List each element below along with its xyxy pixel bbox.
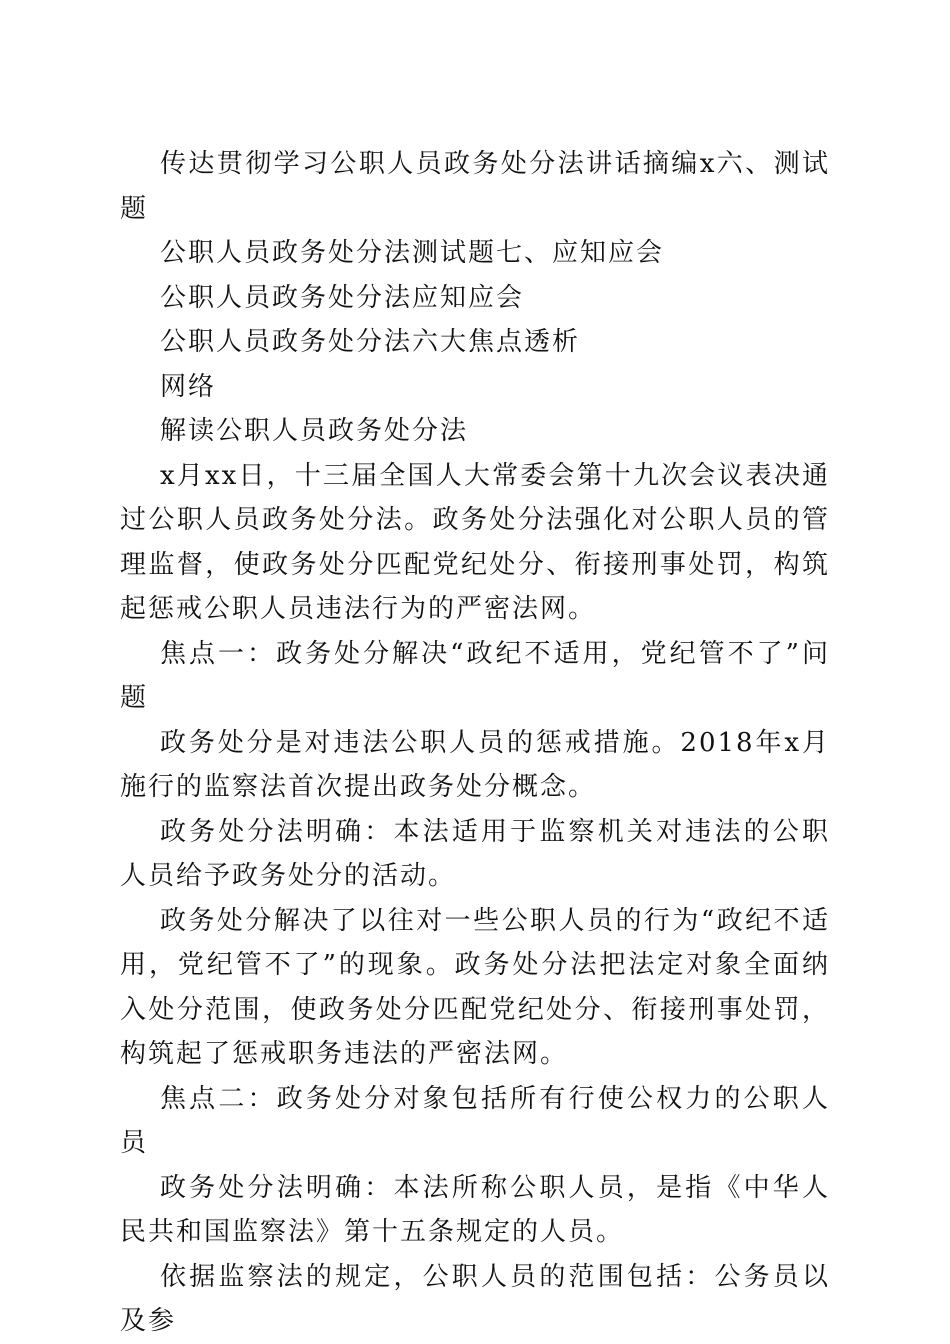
source-line: 网络: [160, 371, 217, 402]
body-paragraph: 依据监察法的规定，公职人员的范围包括：公务员以及参: [120, 1261, 830, 1336]
heading-line: 公职人员政务处分法测试题七、应知应会: [160, 238, 665, 268]
body-paragraph: 政务处分法明确：本法所称公职人员，是指《中华人民共和国监察法》第十五条规定的人员。: [120, 1172, 830, 1247]
heading-line: 公职人员政务处分法六大焦点透析: [160, 327, 581, 357]
section-title: 解读公职人员政务处分法: [160, 416, 469, 446]
body-paragraph: 政务处分法明确：本法适用于监察机关对违法的公职人员给予政务处分的活动。: [120, 816, 830, 891]
heading-line: 公职人员政务处分法应知应会: [160, 282, 525, 313]
focus-heading: 焦点一：政务处分解决“政纪不适用，党纪管不了”问题: [120, 638, 830, 713]
body-paragraph: 政务处分是对违法公职人员的惩戒措施。2018年x月施行的监察法首次提出政务处分概念。: [120, 727, 830, 802]
body-paragraph: x月xx日，十三届全国人大常委会第十九次会议表决通过公职人员政务处分法。政务处分法强化对公职人员的管理监督，使政务处分匹配党纪处分、衔接刑事处罚，构筑起惩戒公职人员违法行为的严密法网。: [120, 460, 830, 624]
body-paragraph: 政务处分解决了以往对一些公职人员的行为“政纪不适用，党纪管不了”的现象。政务处分法把法定对象全面纳入处分范围，使政务处分匹配党纪处分、衔接刑事处罚，构筑起了惩戒职务违法的严密法网。: [120, 905, 830, 1069]
focus-heading: 焦点二：政务处分对象包括所有行使公权力的公职人员: [120, 1083, 830, 1158]
heading-line: 传达贯彻学习公职人员政务处分法讲话摘编x六、测试题: [120, 149, 830, 224]
document-body: [120, 142, 830, 1344]
